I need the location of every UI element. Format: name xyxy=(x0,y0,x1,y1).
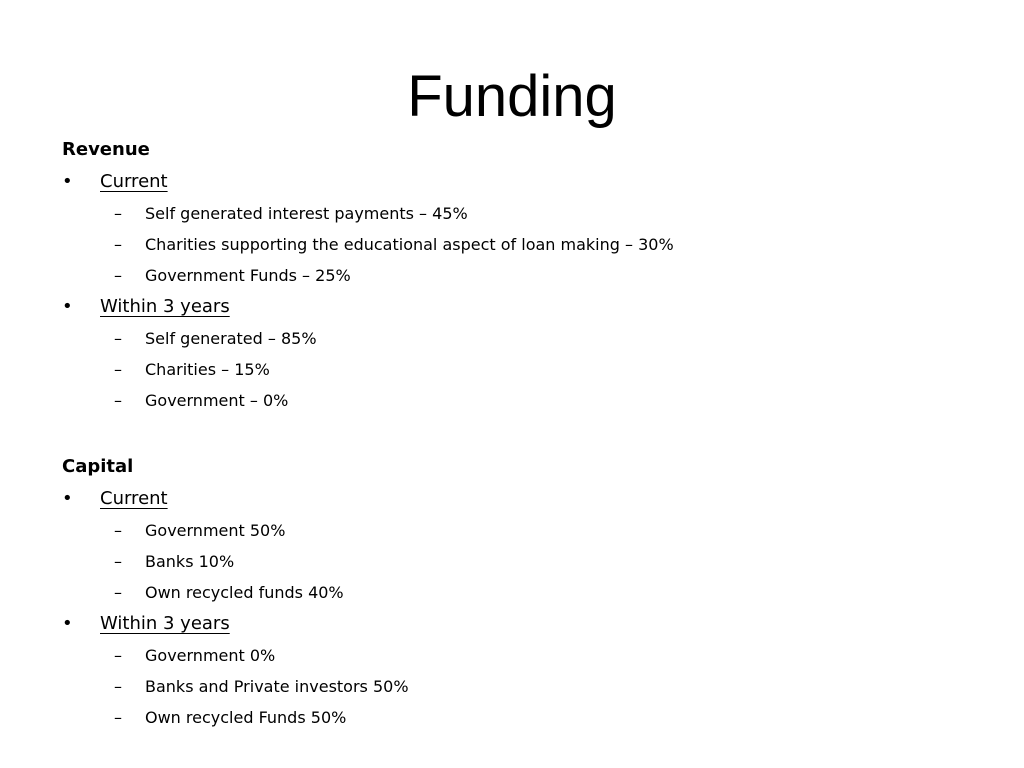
bullet-dot-icon: • xyxy=(62,171,73,192)
revenue-section xyxy=(62,134,982,416)
capital-section xyxy=(62,451,982,733)
sub-item-text: Government 0% xyxy=(145,646,276,665)
sub-item xyxy=(62,229,982,260)
bullet-revenue-current xyxy=(62,166,982,198)
sub-item xyxy=(62,515,982,546)
sub-item-text: Government 50% xyxy=(145,521,286,540)
bullet-label: Current xyxy=(100,171,168,192)
bullet-dot-icon: • xyxy=(62,296,73,317)
bullet-label: Within 3 years xyxy=(100,613,230,634)
bullet-dot-icon: • xyxy=(62,488,73,509)
sub-item xyxy=(62,260,982,291)
section-spacer xyxy=(62,416,982,451)
dash-icon: – xyxy=(114,235,122,254)
dash-icon: – xyxy=(114,677,122,696)
dash-icon: – xyxy=(114,521,122,540)
sub-item-text: Charities – 15% xyxy=(145,360,270,379)
sub-item-text: Government – 0% xyxy=(145,391,289,410)
bullet-label: Current xyxy=(100,488,168,509)
slide-body xyxy=(62,134,982,733)
sub-item-text: Own recycled funds 40% xyxy=(145,583,344,602)
sub-item xyxy=(62,702,982,733)
bullet-capital-current xyxy=(62,483,982,515)
dash-icon: – xyxy=(114,329,122,348)
bullet-revenue-within-3-years xyxy=(62,291,982,323)
section-heading-revenue: Revenue xyxy=(62,139,150,160)
sub-item-text: Own recycled Funds 50% xyxy=(145,708,347,727)
section-heading-capital: Capital xyxy=(62,456,134,477)
dash-icon: – xyxy=(114,360,122,379)
dash-icon: – xyxy=(114,204,122,223)
sub-item xyxy=(62,546,982,577)
sub-item xyxy=(62,198,982,229)
dash-icon: – xyxy=(114,552,122,571)
sub-item-text: Banks and Private investors 50% xyxy=(145,677,409,696)
sub-item xyxy=(62,640,982,671)
dash-icon: – xyxy=(114,391,122,410)
sub-item-text: Charities supporting the educational aspect of loan making – 30% xyxy=(145,235,674,254)
sub-item-text: Self generated – 85% xyxy=(145,329,317,348)
sub-item xyxy=(62,354,982,385)
dash-icon: – xyxy=(114,646,122,665)
sub-item xyxy=(62,385,982,416)
sub-item xyxy=(62,323,982,354)
slide-title: Funding xyxy=(407,64,617,129)
sub-item-text: Government Funds – 25% xyxy=(145,266,351,285)
sub-item-text: Banks 10% xyxy=(145,552,235,571)
bullet-label: Within 3 years xyxy=(100,296,230,317)
dash-icon: – xyxy=(114,708,122,727)
sub-item xyxy=(62,671,982,702)
dash-icon: – xyxy=(114,266,122,285)
bullet-dot-icon: • xyxy=(62,613,73,634)
dash-icon: – xyxy=(114,583,122,602)
sub-item-text: Self generated interest payments – 45% xyxy=(145,204,468,223)
sub-item xyxy=(62,577,982,608)
bullet-capital-within-3-years xyxy=(62,608,982,640)
